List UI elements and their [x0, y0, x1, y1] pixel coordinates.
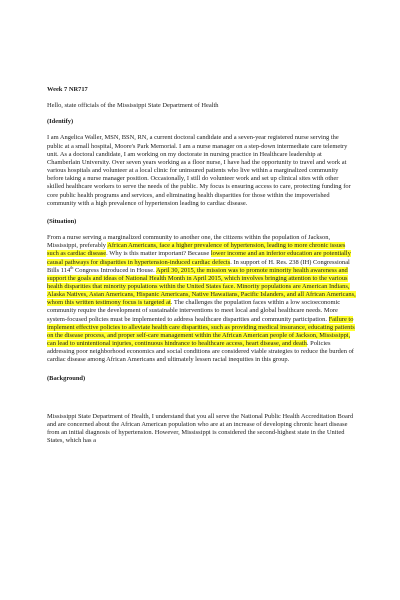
situation-text: Congress Introduced in House. — [73, 266, 156, 274]
identify-paragraph: I am Angelica Waller, MSN, BSN, RN, a current doctoral candidate and a seven-year registered nurse serving the public at a small hospital, Moore's Park Memorial. I am a nurse manager on a step-down intermediate care telemetry unit. As a doctoral candidate, I am working on my doctorate in nursing practice in Healthcare leadership at Chamberlain University. Over seven years working as a floor nurse, I have had the opportunity to travel and work at various hospitals and volunteer at a local clinic for uninsured patients who live within a marginalized community before taking a nurse manager position. Occasionally, I still do volunteer work and set up clinical sites with other skilled healthcare workers to serve the needs of the public. My focus is ensuring access to care, protecting funding for core public health programs and services, and eliminating health disparities for those within the impoverished community with a high prevalence of hypertension leading to cardiac disease. — [47, 134, 351, 207]
situation-text: . The challenges the population faces within a low socioeconomic community require the development of sustainable interventions to meet local and global healthcare needs. More system-focused policies must be implemented to address healthcare disparities and community participation. — [47, 299, 341, 323]
spacer — [47, 383, 356, 413]
spacer — [47, 226, 356, 234]
spacer — [47, 208, 356, 218]
situation-heading: (Situation) — [47, 217, 77, 225]
spacer — [47, 126, 356, 134]
spacer — [47, 365, 356, 375]
situation-text: From a nurse serving a marginalized community to another one, the citizens within the population of Jackson, Mississippi, preferably — [47, 234, 331, 250]
spacer — [47, 94, 356, 102]
highlighted-text: Failure to implement effective policies to alleviate health care disparities, such as providing medical insurance, educating patients on the disease process, and proper self-care management within the African American people of Jackson, Mississippi, can lead to unintentional injuries, continuous hindrance to healthcare access, heart disease, and death — [47, 315, 355, 348]
spacer — [47, 110, 356, 118]
identify-heading: (Identify) — [47, 118, 74, 126]
highlighted-text: African Americans, face a higher prevalence of hypertension, leading to more chronic issues such as cardiac disease — [47, 242, 346, 258]
document-title: Week 7 NR717 — [47, 86, 88, 93]
superscript: th — [70, 264, 74, 270]
situation-paragraph — [47, 234, 356, 365]
highlighted-text: April 30, 2015, the mission was to promote minority health awareness and support the goals and ideas of National Health Month in April 2015, which involves bringing attention to the various health disparities that minority populations within the United States face. Minority populations are American Indians, Alaska Natives, Asian Americans, Hispanic Americans, Native Hawaiians, Pacific Islanders, and all African Americans, whom this written testimony focus is targeted at — [47, 266, 356, 307]
greeting: Hello, state officials of the Mississippi State Department of Health — [47, 102, 219, 110]
background-heading: (Background) — [47, 374, 86, 382]
situation-text: . Policies addressing poor neighborhood economics and social conditions are considered viable strategies to reduce the burden of cardiac disease among African Americans and ultimately lessen racial inequities in this group. — [47, 340, 354, 364]
background-paragraph: Mississippi State Department of Health, I understand that you all serve the National Public Health Accreditation Board and are concerned about the African American population who are at an increase of developing chronic heart disease from an initial diagnosis of hypertension. However, Mississippi is considered the second-highest state in the United States, which has a — [47, 412, 354, 445]
situation-text: . Why is this matter important? Because — [106, 250, 211, 258]
highlighted-text: lower income and an inferior education are potentially causal pathways for disparities in hypertension-induced cardiac defects — [47, 250, 351, 266]
situation-text: . In support of H. Res. 238 (IH) Congressional Bills 114 — [47, 258, 350, 274]
